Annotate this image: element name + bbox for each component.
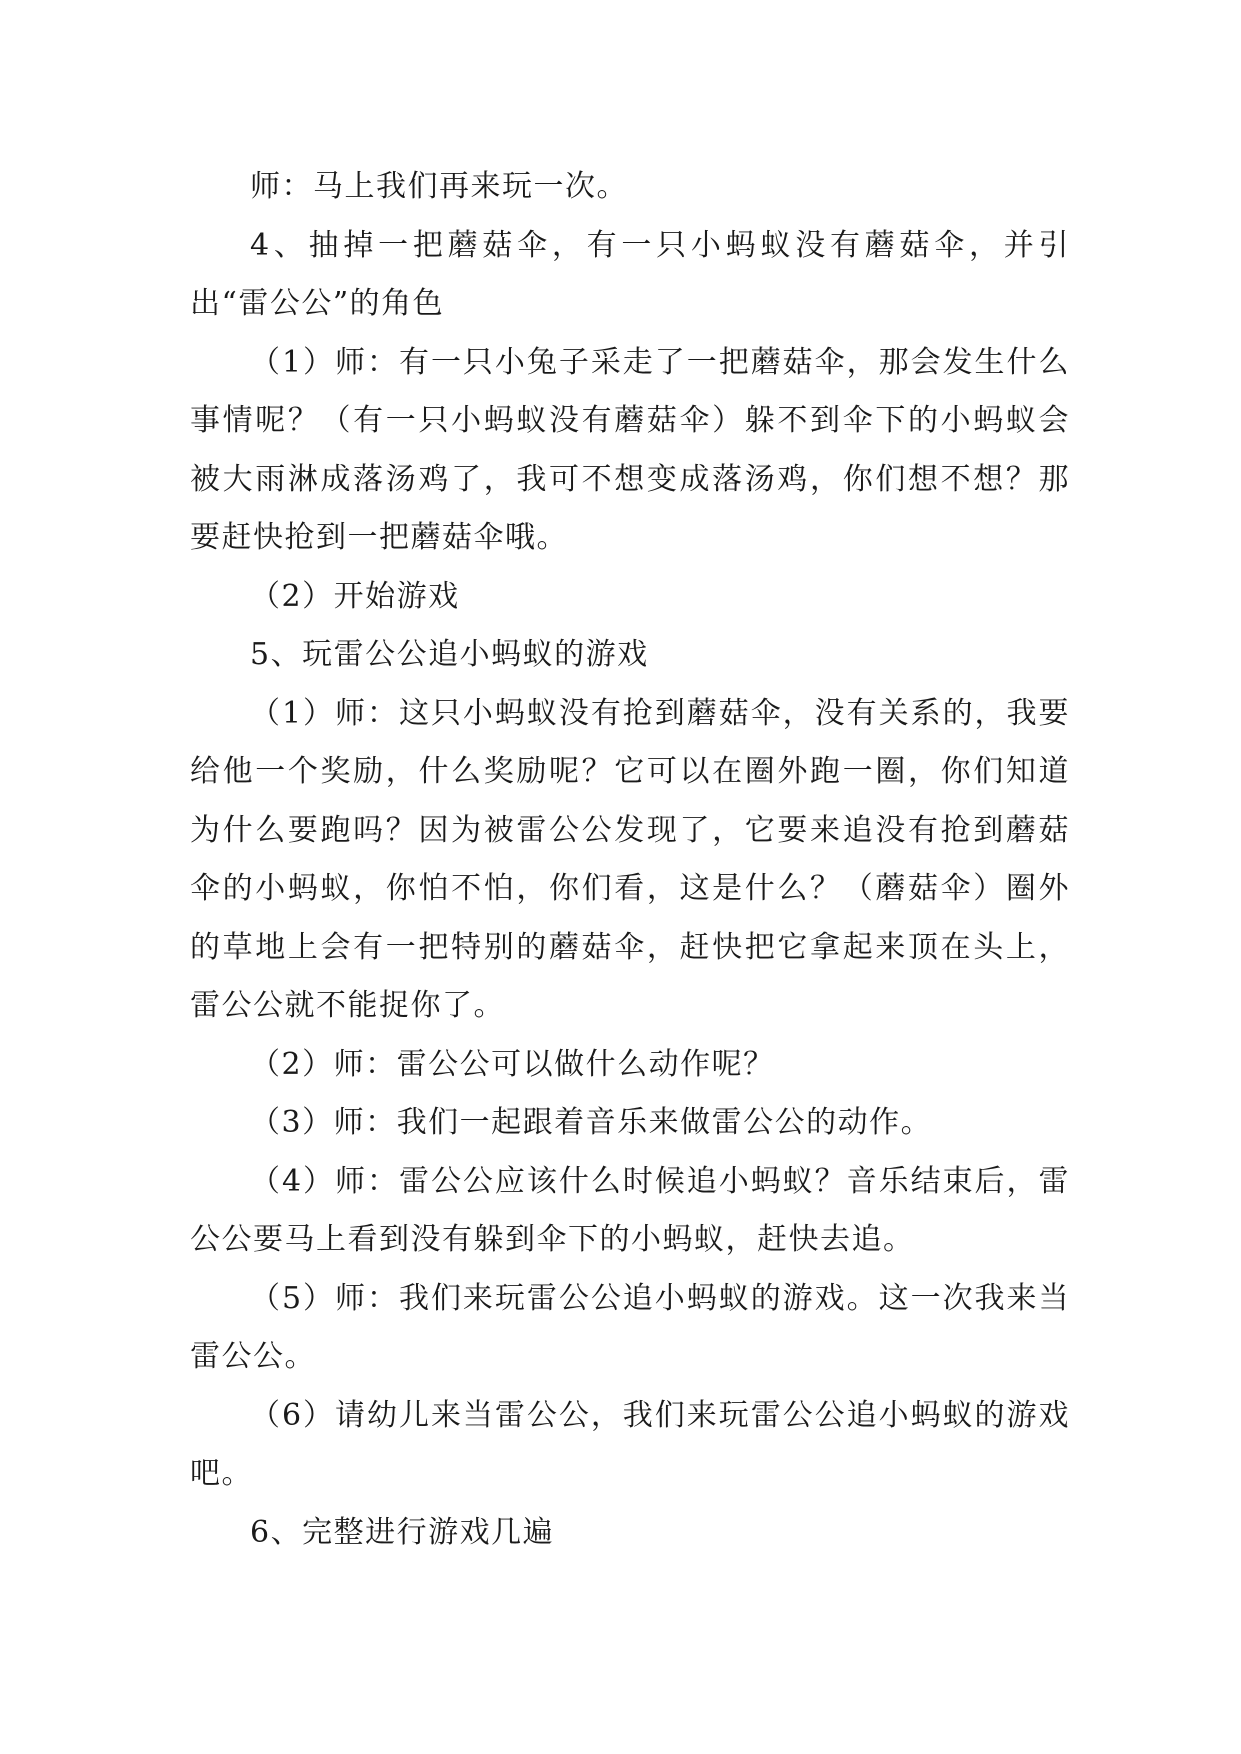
paragraph-step-5-6: （6）请幼儿来当雷公公，我们来玩雷公公追小蚂蚁的游戏吧。 bbox=[190, 1397, 1070, 1491]
paragraph-step-4-1: （1）师：有一只小兔子采走了一把蘑菇伞，那会发生什么事情呢？（有一只小蚂蚁没有蘑菇伞）躲不到伞下的小蚂蚁会被大雨淋成落汤鸡了，我可不想变成落汤鸡，你们想不想？那要赶快抢到一把蘑菇伞哦。 bbox=[190, 344, 1070, 555]
document-body bbox=[190, 158, 1070, 1562]
paragraph-step-4-2: （2）开始游戏 bbox=[250, 578, 460, 614]
paragraph-step-6: 6、完整进行游戏几遍 bbox=[250, 1514, 555, 1550]
paragraph-teacher-play-again: 师：马上我们再来玩一次。 bbox=[250, 169, 628, 204]
paragraph-step-5-4: （4）师：雷公公应该什么时候追小蚂蚁？音乐结束后，雷公公要马上看到没有躲到伞下的小蚂蚁，赶快去追。 bbox=[190, 1163, 1070, 1257]
paragraph-step-5-3: （3）师：我们一起跟着音乐来做雷公公的动作。 bbox=[250, 1105, 933, 1140]
paragraph-step-4: 4、抽掉一把蘑菇伞，有一只小蚂蚁没有蘑菇伞，并引出“雷公公”的角色 bbox=[190, 227, 1070, 321]
paragraph-step-5: 5、玩雷公公追小蚂蚁的游戏 bbox=[250, 637, 649, 672]
paragraph-step-5-1: （1）师：这只小蚂蚁没有抢到蘑菇伞，没有关系的，我要给他一个奖励，什么奖励呢？它可以在圈外跑一圈，你们知道为什么要跑吗？因为被雷公公发现了，它要来追没有抢到蘑菇伞的小蚂蚁，你怕不怕，你们看，这是什么？（蘑菇伞）圈外的草地上会有一把特别的蘑菇伞，赶快把它拿起来顶在头上，雷公公就不能捉你了。 bbox=[190, 695, 1070, 1023]
paragraph-step-5-2: （2）师：雷公公可以做什么动作呢？ bbox=[250, 1046, 775, 1082]
paragraph-step-5-5: （5）师：我们来玩雷公公追小蚂蚁的游戏。这一次我来当雷公公。 bbox=[190, 1280, 1070, 1374]
